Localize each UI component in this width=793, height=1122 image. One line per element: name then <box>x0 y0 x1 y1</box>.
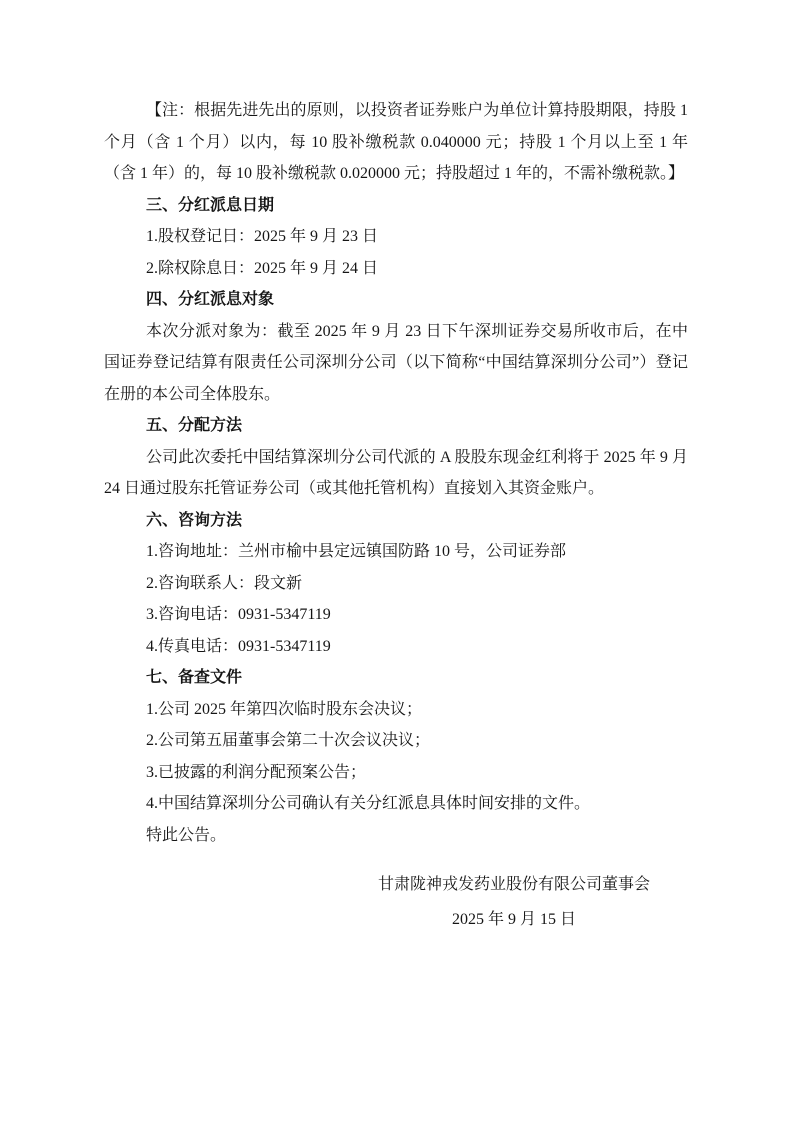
announcement-body <box>104 95 688 935</box>
list-item-ex-dividend-date: 2.除权除息日：2025 年 9 月 24 日 <box>146 259 379 277</box>
tax-note-paragraph: 【注：根据先进先出的原则，以投资者证券账户为单位计算持股期限，持股 1 个月（含 1 个月）以内，每 10 股补缴税款 0.040000 元；持股 1 个月以上至 1 年（含 1 年）的，每 10 股补缴税款 0.020000 元；持股超过 1 年的，不需补缴税款。】 <box>104 102 688 182</box>
list-item-inquiry-contact: 2.咨询联系人：段文新 <box>146 574 303 592</box>
section-heading-reference-documents: 七、备查文件 <box>146 669 243 686</box>
list-item-inquiry-phone: 3.咨询电话：0931-5347119 <box>146 606 331 623</box>
signature-date: 2025 年 9 月 15 日 <box>451 910 576 928</box>
body-paragraph-distribution-method: 公司此次委托中国结算深圳分公司代派的 A 股股东现金红利将于 2025 年 9 月 24 日通过股东托管证券公司（或其他托管机构）直接划入其资金账户。 <box>104 448 688 497</box>
section-heading-distribution-method: 五、分配方法 <box>146 417 243 434</box>
list-item-fax-phone: 4.传真电话：0931-5347119 <box>146 637 331 655</box>
section-heading-inquiry-method: 六、咨询方法 <box>146 511 243 529</box>
list-item-csdc-confirmation: 4.中国结算深圳分公司确认有关分红派息具体时间安排的文件。 <box>146 795 591 812</box>
signature-block <box>378 869 650 935</box>
section-heading-dividend-dates: 三、分红派息日期 <box>146 196 275 214</box>
list-item-board-resolution: 2.公司第五届董事会第二十次会议决议； <box>146 732 431 749</box>
body-paragraph-dividend-targets: 本次分派对象为：截至 2025 年 9 月 23 日下午深圳证券交易所收市后，在中国证券登记结算有限责任公司深圳分公司（以下简称“中国结算深圳分公司”）登记在册的本公司全体股东。 <box>104 322 688 403</box>
list-item-shareholder-resolution: 1.公司 2025 年第四次临时股东会决议； <box>146 700 423 718</box>
closing-line: 特此公告。 <box>146 826 227 844</box>
list-item-profit-plan-announcement: 3.已披露的利润分配预案公告； <box>146 763 367 781</box>
signature-company: 甘肃陇神戎发药业股份有限公司董事会 <box>377 876 650 893</box>
list-item-inquiry-address: 1.咨询地址：兰州市榆中县定远镇国防路 10 号，公司证券部 <box>146 543 567 560</box>
list-item-record-date: 1.股权登记日：2025 年 9 月 23 日 <box>146 228 379 245</box>
section-heading-dividend-targets: 四、分红派息对象 <box>146 291 275 308</box>
